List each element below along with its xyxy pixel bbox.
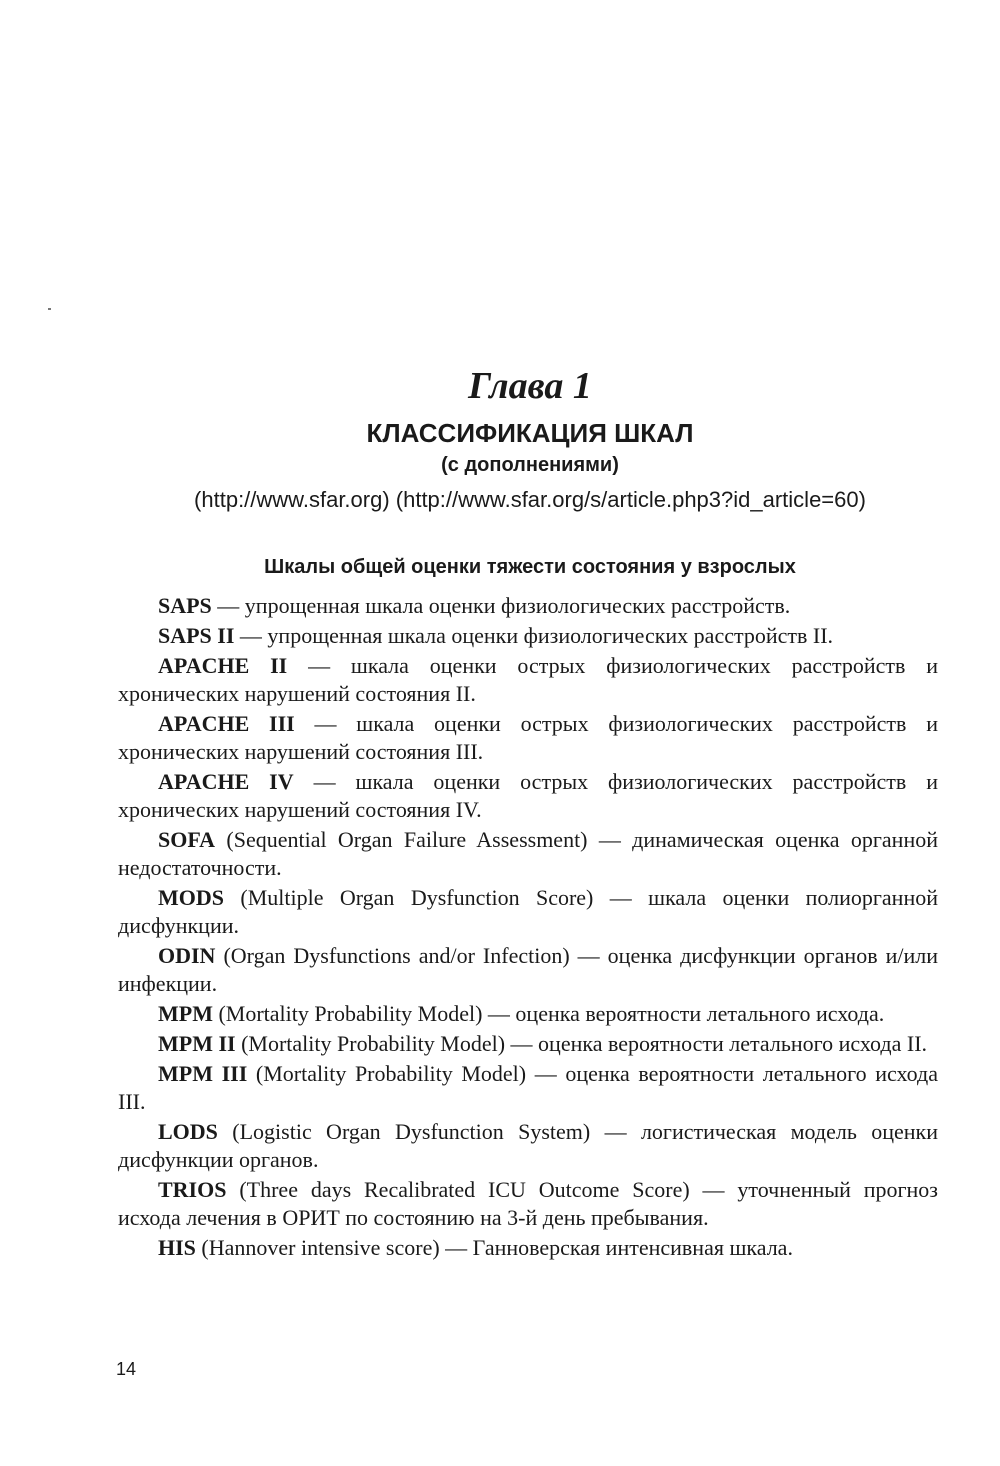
list-item (118, 710, 938, 766)
scale-abbr: SAPS (158, 593, 212, 618)
list-item (118, 1000, 938, 1028)
scale-description: — упрощенная шкала оценки физиологических расстройств II. (234, 623, 834, 648)
scale-abbr: APACHE IV (158, 769, 294, 794)
section-title: Шкалы общей оценки тяжести состояния у взрослых (264, 556, 796, 578)
list-item (118, 592, 938, 620)
chapter-subtitle: (с дополнениями) (441, 454, 619, 476)
scale-abbr: MODS (158, 885, 224, 910)
list-item (118, 652, 938, 708)
scale-description: — шкала оценки острых физиологических расстройств и хронических нарушений состояния II. (118, 653, 938, 706)
scale-description: — шкала оценки острых физиологических расстройств и хронических нарушений состояния III. (118, 711, 938, 764)
list-item (118, 942, 938, 998)
scale-description: (Hannover intensive score) — Ганноверская интенсивная шкала. (195, 1235, 793, 1260)
list-item (118, 1176, 938, 1232)
scale-description: — шкала оценки острых физиологических расстройств и хронических нарушений состояния IV. (118, 769, 938, 822)
scale-description: (Mortality Probability Model) — оценка вероятности летального исхода. (212, 1001, 885, 1026)
scale-abbr: SAPS II (158, 623, 235, 648)
scale-abbr: MPM II (158, 1031, 236, 1056)
page-number: 14 (116, 1359, 137, 1379)
chapter-title: КЛАССИФИКАЦИЯ ШКАЛ (366, 418, 694, 448)
scale-abbr: HIS (158, 1235, 196, 1260)
list-item (118, 884, 938, 940)
scan-speck (48, 308, 51, 310)
scale-abbr: MPM III (158, 1061, 248, 1086)
list-item (118, 1030, 938, 1058)
scale-list (118, 592, 938, 1264)
list-item (118, 768, 938, 824)
scale-description: — упрощенная шкала оценки физиологических расстройств. (211, 593, 791, 618)
source-links: (http://www.sfar.org) (http://www.sfar.org/s/article.php3?id_article=60) (194, 487, 866, 512)
list-item (118, 622, 938, 650)
scale-description: (Mortality Probability Model) — оценка вероятности летального исхода II. (235, 1031, 928, 1056)
scale-description: (Three days Recalibrated ICU Outcome Score) — уточненный прогноз исхода лечения в ОРИТ по состоянию на 3-й день пребывания. (118, 1177, 938, 1230)
list-item (118, 1118, 938, 1174)
scale-description: (Mortality Probability Model) — оценка вероятности летального исхода III. (118, 1061, 939, 1114)
chapter-heading: Глава 1 (468, 365, 592, 407)
scale-abbr: SOFA (158, 827, 216, 852)
scale-description: (Organ Dysfunctions and/or Infection) — оценка дисфункции органов и/или инфекции. (118, 943, 938, 996)
scale-description: (Sequential Organ Failure Assessment) — динамическая оценка органной недостаточности. (118, 827, 938, 880)
scale-description: (Logistic Organ Dysfunction System) — логистическая модель оценки дисфункции органов. (118, 1119, 938, 1172)
scale-abbr: MPM (158, 1001, 213, 1026)
scale-abbr: APACHE II (158, 653, 288, 678)
scale-abbr: APACHE III (158, 711, 295, 736)
scale-abbr: ODIN (158, 943, 216, 968)
scale-description: (Multiple Organ Dysfunction Score) — шкала оценки полиорганной дисфункции. (118, 885, 938, 938)
scale-abbr: LODS (158, 1119, 218, 1144)
list-item (118, 1234, 938, 1262)
scale-abbr: TRIOS (158, 1177, 227, 1202)
list-item (118, 1060, 938, 1116)
list-item (118, 826, 938, 882)
